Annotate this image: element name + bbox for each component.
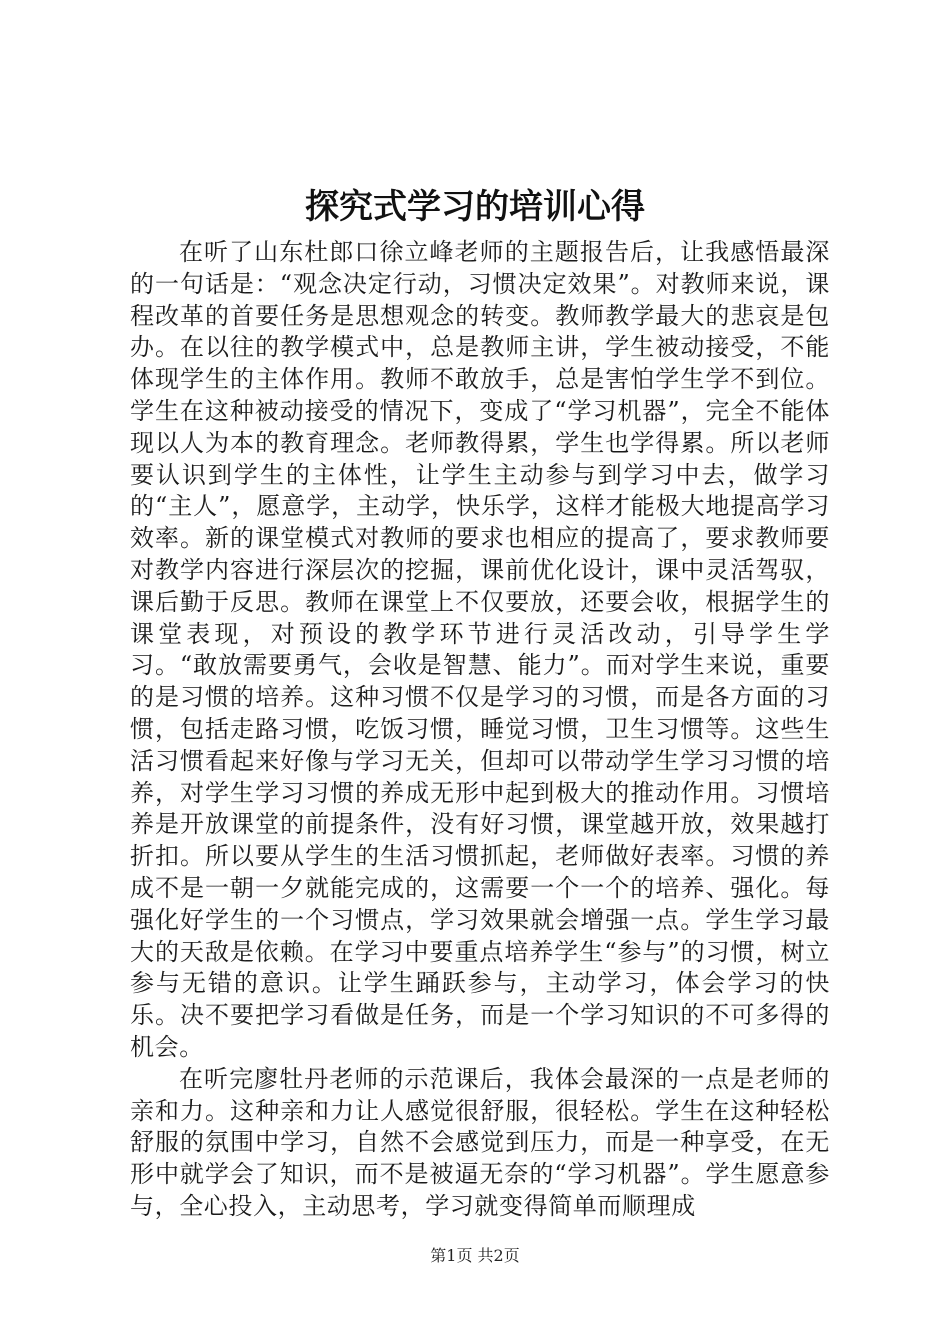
paragraph-1: 在听了山东杜郎口徐立峰老师的主题报告后，让我感悟最深的一句话是：“观念决定行动，习惯决定效果”。对教师来说，课程改革的首要任务是思想观念的转变。教师教学最大的悲哀是包办。在以往的教学模式中，总是教师主讲，学生被动接受，不能体现学生的主体作用。教师不敢放手，总是害怕学生学不到位。学生在这种被动接受的情况下，变成了“学习机器”，完全不能体现以人为本的教育理念。老师教得累，学生也学得累。所以老师要认识到学生的主体性，让学生主动参与到学习中去，做学习的“主人”，愿意学，主动学，快乐学，这样才能极大地提高学习效率。新的课堂模式对教师的要求也相应的提高了，要求教师要对教学内容进行深层次的挖掘，课前优化设计，课中灵活驾驭，课后勤于反思。教师在课堂上不仅要放，还要会收，根据学生的课堂表现，对预设的教学环节进行灵活改动，引导学生学习。“敢放需要勇气，会收是智慧、能力”。而对学生来说，重要的是习惯的培养。这种习惯不仅是学习的习惯，而是各方面的习惯，包括走路习惯，吃饭习惯，睡觉习惯，卫生习惯等。这些生活习惯看起来好像与学习无关，但却可以带动学生学习习惯的培养，对学生学习习惯的养成无形中起到极大的推动作用。习惯培养是开放课堂的前提条件，没有好习惯，课堂越开放，效果越打折扣。所以要从学生的生活习惯抓起，老师做好表率。习惯的养成不是一朝一夕就能完成的，这需要一个一个的培养、强化。每强化好学生的一个习惯点，学习效果就会增强一点。学生学习最大的天敌是依赖。在学习中要重点培养学生“参与”的习惯，树立参与无错的意识。让学生踊跃参与，主动学习，体会学习的快乐。决不要把学习看做是任务，而是一个学习知识的不可多得的机会。 [130,238,830,1061]
page-footer: 第1页 共2页 [430,1246,520,1265]
document-title: 探究式学习的培训心得 [305,187,645,227]
paragraph-2: 在听完廖牡丹老师的示范课后，我体会最深的一点是老师的亲和力。这种亲和力让人感觉很舒服，很轻松。学生在这种轻松舒服的氛围中学习，自然不会感觉到压力，而是一种享受，在无形中就学会了知识，而不是被逼无奈的“学习机器”。学生愿意参与，全心投入，主动思考，学习就变得简单而顺理成 [130,1064,830,1220]
document-body [130,237,830,1223]
